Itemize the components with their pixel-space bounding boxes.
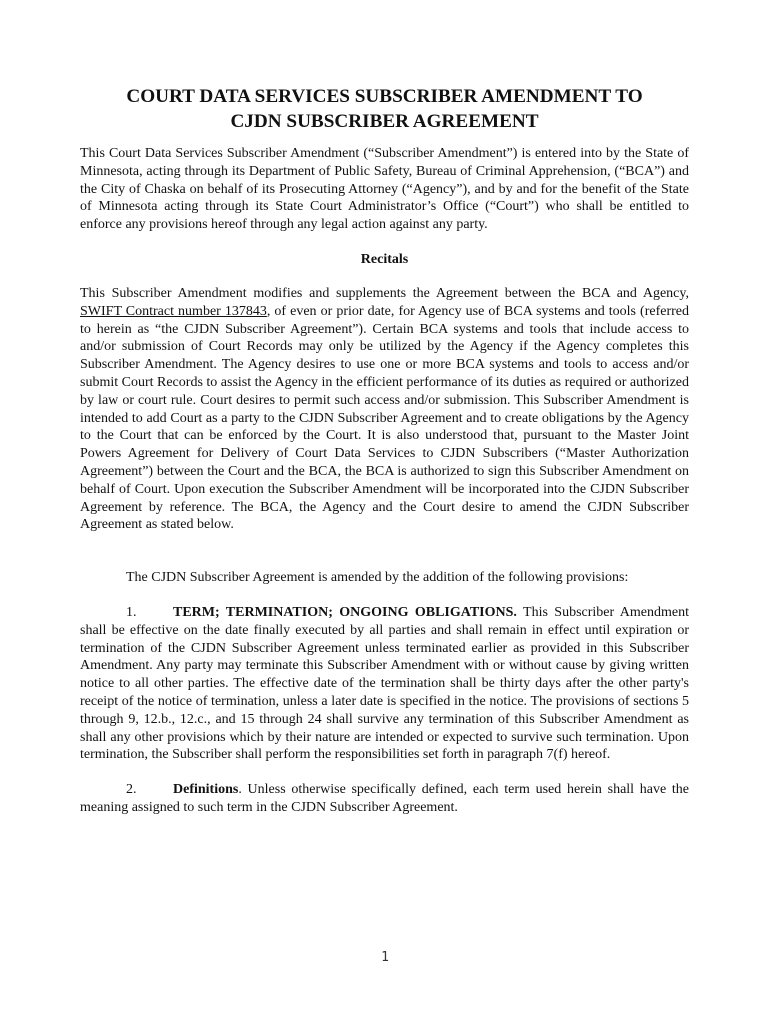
title-line-1: COURT DATA SERVICES SUBSCRIBER AMENDMENT TO [126,86,643,107]
page-number: 1 [381,950,389,965]
section-1 [80,604,689,764]
section-1-number: 1. [126,604,137,620]
section-2-heading: Definitions [173,782,239,798]
recitals-text-part-1: This Subscriber Amendment modifies and supplements the Agreement between the BCA and Agency, [80,285,689,301]
section-1-body: This Subscriber Amendment shall be effective on the date finally executed by all parties and shall remain in effect until expiration or termination of the CJDN Subscriber Agreement unless terminated earlier as provided in this Subscriber Amendment. Any party may terminate this Subscriber Amendment with or without cause by giving written notice to all other parties. The effective date of the termination shall be thirty days after the other party's receipt of the notice of termination, unless a later date is specified in the notice. The provisions of sections 5 through 9, 12.b., 12.c., and 15 through 24 shall survive any termination of this Subscriber Amendment as shall any other provisions which by their nature are intended or expected to survive such termination. Upon termination, the Subscriber shall perform the responsibilities set forth in paragraph 7(f) hereof. [80,604,689,763]
title-line-2: CJDN SUBSCRIBER AGREEMENT [230,111,539,132]
amendment-intro: The CJDN Subscriber Agreement is amended by the addition of the following provisions: [126,570,629,586]
section-2 [80,781,689,817]
recitals-paragraph [80,285,689,534]
contract-number: SWIFT Contract number 137843 [80,303,267,319]
section-2-number: 2. [126,782,137,798]
recitals-heading: Recitals [360,251,409,267]
section-1-heading: TERM; TERMINATION; ONGOING OBLIGATIONS. [173,604,517,620]
document-title [80,84,689,134]
recitals-text-part-2: , of even or prior date, for Agency use of BCA systems and tools (referred to herein as “the CJDN Subscriber Agreement”). Certain BCA systems and tools that include access to and/or submission of Court Records may only be utilized by the Agency if the Agency completes this Subscriber Amendment. The Agency desires to use one or more BCA systems and tools to access and/or submit Court Records to assist the Agency in the efficient performance of its duties as required or authorized by law or court rule. Court desires to permit such access and/or submission. This Subscriber Amendment is intended to add Court as a party to the CJDN Subscriber Agreement and to create obligations by the Agency to the Court that can be enforced by the Court. It is also understood that, pursuant to the Master Joint Powers Agreement for Delivery of Court Data Services to CJDN Subscribers (“Master Authorization Agreement”) between the Court and the BCA, the BCA is authorized to sign this Subscriber Amendment on behalf of Court. Upon execution the Subscriber Amendment will be incorporated into the CJDN Subscriber Agreement by reference. The BCA, the Agency and the Court desire to amend the CJDN Subscriber Agreement as stated below. [80,303,689,533]
intro-paragraph: This Court Data Services Subscriber Amendment (“Subscriber Amendment”) is entered into by the State of Minnesota, acting through its Department of Public Safety, Bureau of Criminal Apprehension, (“BCA”) and the City of Chaska on behalf of its Prosecuting Attorney (“Agency”), and by and for the benefit of the State of Minnesota acting through its State Court Administrator’s Office (“Court”) who shall be entitled to enforce any provisions hereof through any legal action against any party. [80,146,689,233]
document-page [80,84,689,834]
section-2-body: . Unless otherwise specifically defined, each term used herein shall have the meaning assigned to such term in the CJDN Subscriber Agreement. [80,782,689,815]
